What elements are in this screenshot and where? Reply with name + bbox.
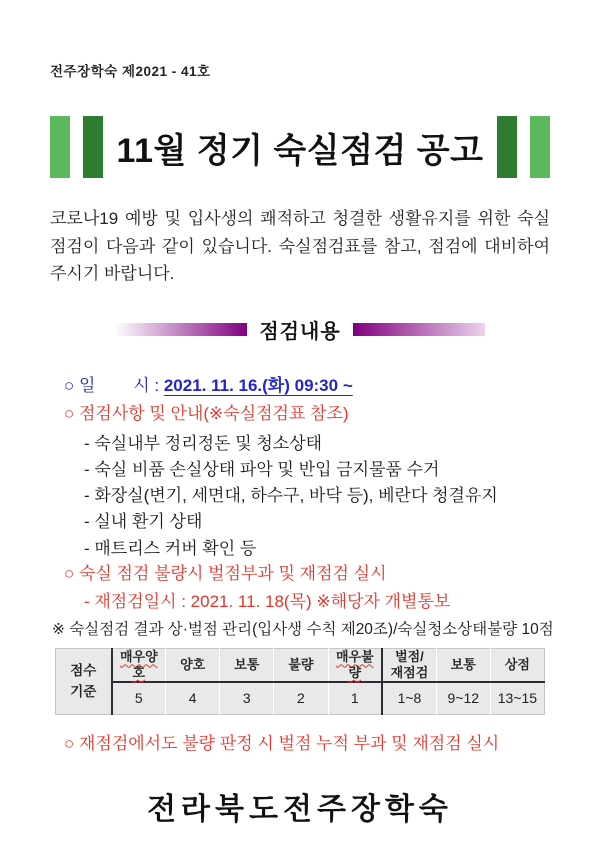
notice-body	[50, 374, 554, 757]
table-value-cell: 1	[328, 682, 382, 715]
section-banner	[50, 315, 550, 344]
inspection-item: - 실내 환기 상태	[84, 512, 203, 532]
corner-label-line1: 점수	[70, 663, 97, 679]
inspection-item: - 숙실 비품 손실상태 파악 및 반입 금지물품 수거	[84, 460, 440, 480]
inspection-item: - 매트리스 커버 확인 등	[84, 538, 257, 558]
title-banner	[50, 114, 550, 180]
intro-paragraph: 코로나19 예방 및 입사생의 쾌적하고 청결한 생활유지를 위한 숙실점검이 다음과 같이 있습니다. 숙실점검표를 참고, 점검에 대비하여 주시기 바랍니다.	[50, 209, 550, 284]
inspection-item: - 화장실(변기, 세면대, 하수구, 바닥 등), 베란다 청결유지	[84, 486, 498, 506]
table-value-cell: 2	[274, 682, 328, 715]
table-value-row	[56, 682, 545, 715]
purple-gradient-bar-right-icon	[353, 323, 485, 336]
schedule-line	[64, 374, 550, 399]
schedule-label: 일 시	[79, 375, 150, 395]
circle-bullet: ○	[64, 375, 75, 395]
table-header-cell	[328, 649, 382, 682]
schedule-date-value: 2021. 11. 16.(화) 09:30 ~	[163, 375, 353, 395]
corner-label-line2: 기준	[70, 683, 97, 699]
table-header-cell	[166, 649, 220, 682]
green-bar-dark-icon	[497, 116, 517, 178]
inspection-heading: ○ 점검사항 및 안내(※숙실점검표 참조)	[64, 404, 349, 424]
table-header-cell	[274, 649, 328, 682]
table-header-cell	[436, 649, 490, 682]
title-right-bars	[497, 116, 550, 178]
table-header-cell	[382, 649, 436, 682]
table-value-cell: 4	[166, 682, 220, 715]
green-bar-light-icon	[530, 116, 550, 178]
table-corner-cell	[56, 649, 112, 715]
inspection-item: - 숙실내부 정리정돈 및 청소상태	[84, 433, 323, 453]
green-bar-dark-icon	[83, 116, 103, 178]
title-left-bars	[50, 116, 103, 178]
header-label: 보통	[450, 657, 476, 673]
table-header-row	[56, 649, 545, 682]
green-bar-light-icon	[50, 116, 70, 178]
header-label-line1: 벌점/	[395, 649, 424, 665]
header-label: 상점	[504, 657, 530, 673]
organization-name: 전라북도전주장학숙	[147, 791, 453, 827]
penalty-heading: ○ 숙실 점검 불량시 벌점부과 및 재점검 실시	[64, 563, 387, 583]
score-rule-note: ※ 숙실점검 결과 상·벌점 관리(입사생 수칙 제20조)/숙실청소상태불량 10점	[52, 620, 554, 638]
table-value-cell: 13~15	[490, 682, 544, 715]
table-header-cell	[490, 649, 544, 682]
table-header-cell	[112, 649, 166, 682]
schedule-colon: :	[149, 375, 164, 395]
header-label: 매우불량	[335, 649, 374, 680]
document-reference-number: 전주장학숙 제2021 - 41호	[50, 64, 211, 79]
table-value-cell: 1~8	[382, 682, 436, 715]
section-banner-title: 점검내용	[259, 320, 341, 343]
table-header-cell	[220, 649, 274, 682]
page-title: 11월 정기 숙실점검 공고	[116, 131, 484, 170]
reinspection-line: - 재점검일시 : 2021. 11. 18(목) ※해당자 개별통보	[84, 592, 451, 612]
header-label: 보통	[234, 657, 260, 673]
header-label: 양호	[180, 657, 206, 673]
table-value-cell: 5	[112, 682, 166, 715]
header-label: 불량	[288, 657, 314, 673]
table-value-cell: 3	[220, 682, 274, 715]
purple-gradient-bar-left-icon	[115, 323, 247, 336]
header-label: 매우양호	[119, 649, 158, 680]
closing-line: ○ 재점검에서도 불량 판정 시 벌점 누적 부과 및 재점검 실시	[64, 734, 500, 754]
header-label-line2: 재점검	[390, 664, 429, 680]
score-criteria-table	[55, 648, 545, 715]
table-value-cell: 9~12	[436, 682, 490, 715]
